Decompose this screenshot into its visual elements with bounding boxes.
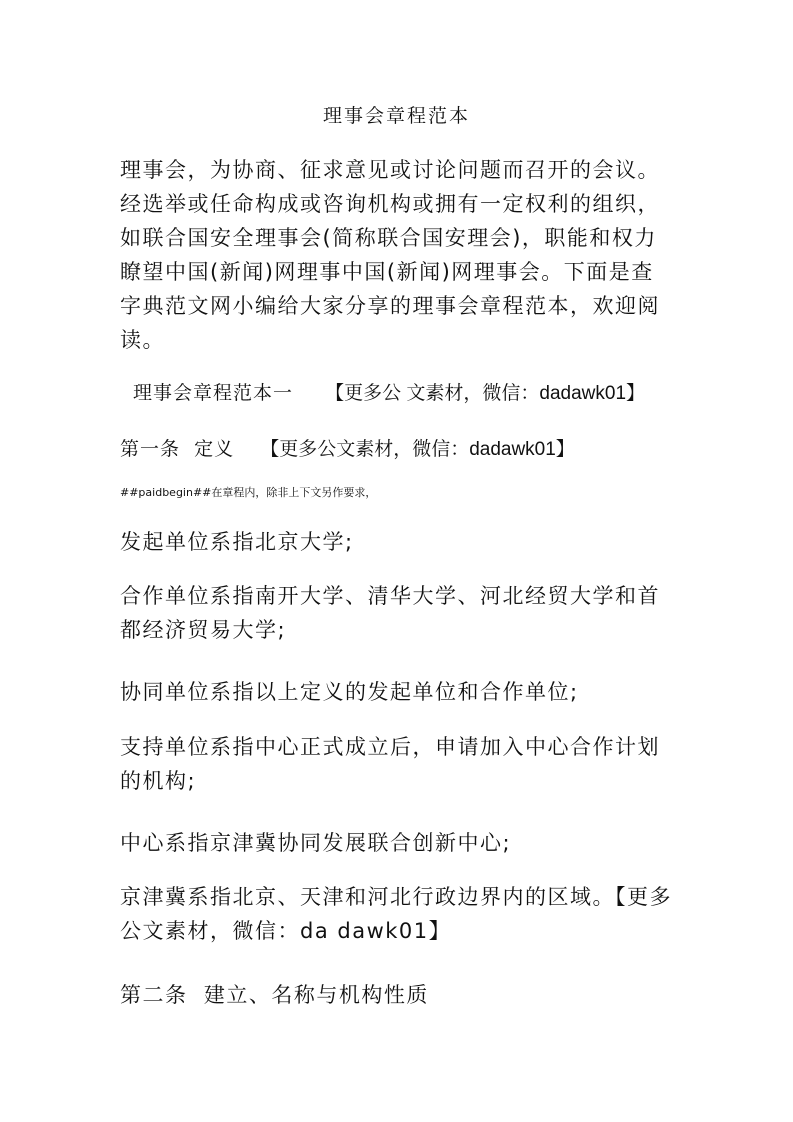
article1-heading-text: 第一条 定义	[120, 438, 235, 460]
section-heading	[133, 378, 645, 409]
paragraph: 支持单位系指中心正式成立后，申请加入中心合作计划的机构;	[120, 735, 660, 793]
section-heading-tag: 【更多公 文素材，微信：dadawk01】	[325, 383, 646, 404]
paragraph: 京津冀系指北京、天津和河北行政边界内的区域。【更多公文素材，微信：da dawk01】	[120, 885, 672, 943]
paid-marker-line: ##paidbegin##在章程内，除非上下文另作要求，	[120, 486, 377, 499]
paragraph: 协同单位系指以上定义的发起单位和合作单位;	[120, 680, 579, 704]
section-heading-text: 理事会章程范本一	[133, 382, 294, 404]
article2-heading: 第二条 建立、名称与机构性质	[120, 983, 429, 1007]
paragraph: 发起单位系指北京大学;	[120, 530, 354, 554]
intro-paragraph: 理事会，为协商、征求意见或讨论问题而召开的会议。经选举或任命构成或咨询机构或拥有一定权利的组织，如联合国安全理事会(简称联合国安理会)，职能和权力瞭望中国(新闻)网理事中国(新闻)网理事会。下面是查字典范文网小编给大家分享的理事会章程范本，欢迎阅读。	[120, 158, 660, 352]
article1-heading-tag: 【更多公文素材，微信：dadawk01】	[260, 439, 575, 460]
document-title: 理事会章程范本	[322, 105, 470, 127]
article1-heading	[120, 434, 575, 465]
paragraph: 中心系指京津冀协同发展联合创新中心;	[120, 831, 512, 855]
paragraph: 合作单位系指南开大学、清华大学、河北经贸大学和首都经济贸易大学;	[120, 584, 660, 642]
